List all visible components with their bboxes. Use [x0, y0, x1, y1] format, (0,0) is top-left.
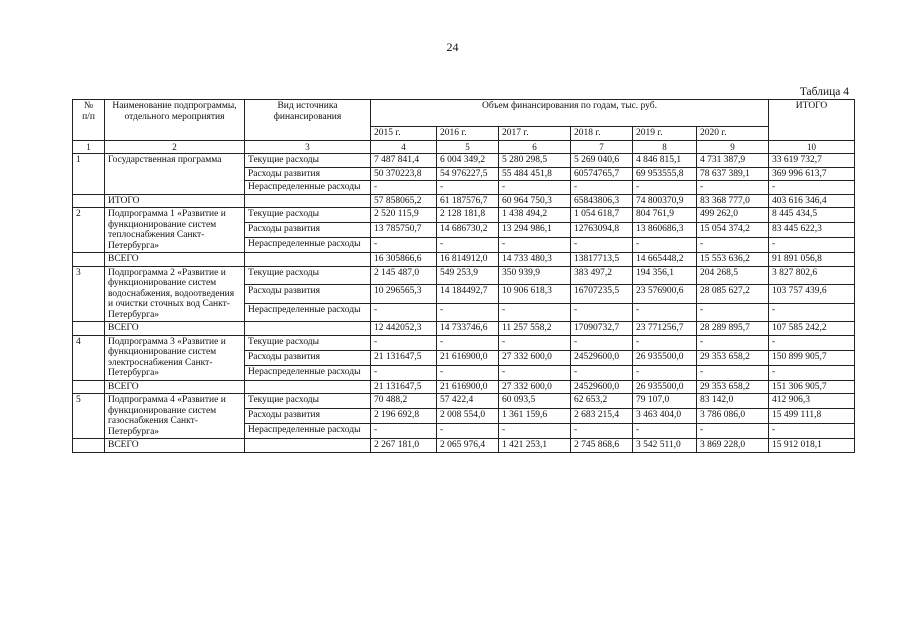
- year-value: -: [499, 238, 571, 253]
- year-value: 549 253,9: [437, 266, 499, 285]
- funding-source: Текущие расходы: [245, 394, 371, 409]
- year-value: 83 142,0: [697, 394, 769, 409]
- row-number: 5: [73, 394, 105, 439]
- year-value: 28 289 895,7: [697, 322, 769, 336]
- row-number: [73, 322, 105, 336]
- year-value: 804 761,9: [633, 208, 697, 223]
- column-number-row: [73, 140, 855, 154]
- column-number: 10: [769, 140, 855, 154]
- year-value: 23 771256,7: [633, 322, 697, 336]
- year-value: 1 421 253,1: [499, 439, 571, 453]
- year-value: 13 785750,7: [371, 223, 437, 238]
- year-value: 2 128 181,8: [437, 208, 499, 223]
- year-value: -: [697, 335, 769, 350]
- row-total-value: -: [769, 335, 855, 350]
- funding-source: Нераспределенные расходы: [245, 424, 371, 439]
- year-value: 2 745 868,6: [571, 439, 633, 453]
- year-value: -: [697, 365, 769, 380]
- row-total-value: 15 912 018,1: [769, 439, 855, 453]
- header-year: 2020 г.: [697, 127, 769, 141]
- header-name: Наименование подпрограммы, отдельного мероприятия: [105, 100, 245, 141]
- funding-source: Расходы развития: [245, 285, 371, 304]
- year-value: 2 145 487,0: [371, 266, 437, 285]
- program-name: Подпрограмма 1 «Развитие и функционирование систем теплоснабжения Санкт-Петербурга»: [105, 208, 245, 253]
- total-label: ВСЕГО: [105, 322, 245, 336]
- year-value: 60574765,7: [571, 167, 633, 181]
- year-value: -: [371, 424, 437, 439]
- funding-source: Текущие расходы: [245, 266, 371, 285]
- funding-source: Нераспределенные расходы: [245, 238, 371, 253]
- year-value: -: [437, 335, 499, 350]
- total-label: ИТОГО: [105, 194, 245, 208]
- year-value: 3 869 228,0: [697, 439, 769, 453]
- header-total: ИТОГО: [769, 100, 855, 141]
- year-value: -: [571, 424, 633, 439]
- year-value: 21 616900,0: [437, 350, 499, 365]
- row-total-value: 369 996 613,7: [769, 167, 855, 181]
- column-number: 6: [499, 140, 571, 154]
- year-value: 16 814912,0: [437, 253, 499, 267]
- year-value: -: [633, 181, 697, 195]
- total-label: ВСЕГО: [105, 439, 245, 453]
- year-value: 79 107,0: [633, 394, 697, 409]
- year-value: -: [633, 238, 697, 253]
- year-value: 2 196 692,8: [371, 409, 437, 424]
- row-total-value: 83 445 622,3: [769, 223, 855, 238]
- column-number: 3: [245, 140, 371, 154]
- year-value: -: [437, 181, 499, 195]
- year-value: 83 368 777,0: [697, 194, 769, 208]
- column-number: 2: [105, 140, 245, 154]
- header-year: 2016 г.: [437, 127, 499, 141]
- year-value: 60 093,5: [499, 394, 571, 409]
- year-value: -: [571, 335, 633, 350]
- year-value: 1 438 494,2: [499, 208, 571, 223]
- year-value: -: [371, 238, 437, 253]
- year-value: 1 054 618,7: [571, 208, 633, 223]
- year-value: 14 733746,6: [437, 322, 499, 336]
- row-number: 2: [73, 208, 105, 253]
- column-number: 5: [437, 140, 499, 154]
- year-value: 62 653,2: [571, 394, 633, 409]
- row-total-value: 91 891 056,8: [769, 253, 855, 267]
- year-value: 1 361 159,6: [499, 409, 571, 424]
- year-value: 26 935500,0: [633, 380, 697, 394]
- year-value: -: [437, 303, 499, 322]
- year-value: 23 576900,6: [633, 285, 697, 304]
- year-value: 21 131647,5: [371, 350, 437, 365]
- column-number: 9: [697, 140, 769, 154]
- row-number: [73, 253, 105, 267]
- table-total-row: [73, 380, 855, 394]
- year-value: 57 422,4: [437, 394, 499, 409]
- year-value: 65843806,3: [571, 194, 633, 208]
- total-label: ВСЕГО: [105, 253, 245, 267]
- year-value: 15 553 636,2: [697, 253, 769, 267]
- header-year: 2018 г.: [571, 127, 633, 141]
- year-value: 57 858065,2: [371, 194, 437, 208]
- program-name: Государственная программа: [105, 154, 245, 195]
- column-number: 1: [73, 140, 105, 154]
- row-total-value: 33 619 732,7: [769, 154, 855, 168]
- year-value: 13817713,5: [571, 253, 633, 267]
- table-row: [73, 335, 855, 350]
- year-value: -: [697, 238, 769, 253]
- year-value: 2 683 215,4: [571, 409, 633, 424]
- year-value: 10 296565,3: [371, 285, 437, 304]
- row-number: [73, 194, 105, 208]
- funding-source: Текущие расходы: [245, 335, 371, 350]
- year-value: 29 353 658,2: [697, 380, 769, 394]
- year-value: 3 786 086,0: [697, 409, 769, 424]
- year-value: 26 935500,0: [633, 350, 697, 365]
- row-total-value: 3 827 802,6: [769, 266, 855, 285]
- funding-source: [245, 253, 371, 267]
- year-value: -: [371, 365, 437, 380]
- year-value: -: [437, 365, 499, 380]
- year-value: -: [697, 181, 769, 195]
- row-number: 1: [73, 154, 105, 195]
- year-value: -: [499, 181, 571, 195]
- year-value: -: [499, 365, 571, 380]
- year-value: 5 269 040,6: [571, 154, 633, 168]
- year-value: 383 497,2: [571, 266, 633, 285]
- year-value: 13 860686,3: [633, 223, 697, 238]
- year-value: 4 731 387,9: [697, 154, 769, 168]
- header-volume: Объем финансирования по годам, тыс. руб.: [371, 100, 769, 127]
- row-total-value: 412 906,3: [769, 394, 855, 409]
- year-value: 14 733 480,3: [499, 253, 571, 267]
- year-value: 3 463 404,0: [633, 409, 697, 424]
- funding-source: Расходы развития: [245, 223, 371, 238]
- year-value: 4 846 815,1: [633, 154, 697, 168]
- row-number: [73, 380, 105, 394]
- year-value: -: [697, 303, 769, 322]
- funding-source: Текущие расходы: [245, 208, 371, 223]
- funding-source: Расходы развития: [245, 350, 371, 365]
- year-value: -: [437, 424, 499, 439]
- year-value: -: [571, 365, 633, 380]
- year-value: 28 085 627,2: [697, 285, 769, 304]
- year-value: 5 280 298,5: [499, 154, 571, 168]
- year-value: 6 004 349,2: [437, 154, 499, 168]
- row-number: [73, 439, 105, 453]
- year-value: -: [371, 181, 437, 195]
- year-value: -: [499, 335, 571, 350]
- year-value: 74 800370,9: [633, 194, 697, 208]
- year-value: 204 268,5: [697, 266, 769, 285]
- year-value: 24529600,0: [571, 380, 633, 394]
- year-value: 16 305866,6: [371, 253, 437, 267]
- funding-source: Расходы развития: [245, 409, 371, 424]
- row-total-value: 403 616 346,4: [769, 194, 855, 208]
- year-value: 27 332 600,0: [499, 380, 571, 394]
- year-value: 61 187576,7: [437, 194, 499, 208]
- year-value: 55 484 451,8: [499, 167, 571, 181]
- row-total-value: 107 585 242,2: [769, 322, 855, 336]
- year-value: -: [697, 424, 769, 439]
- table-body: [73, 154, 855, 453]
- row-total-value: -: [769, 238, 855, 253]
- row-total-value: 8 445 434,5: [769, 208, 855, 223]
- table-row: [73, 266, 855, 285]
- year-value: -: [371, 303, 437, 322]
- year-value: 14 686730,2: [437, 223, 499, 238]
- funding-source: Нераспределенные расходы: [245, 365, 371, 380]
- column-number: 4: [371, 140, 437, 154]
- financing-table: [72, 99, 855, 453]
- row-total-value: -: [769, 181, 855, 195]
- year-value: 14 665448,2: [633, 253, 697, 267]
- year-value: -: [633, 365, 697, 380]
- table-row: [73, 154, 855, 168]
- year-value: 16707235,5: [571, 285, 633, 304]
- funding-source: Нераспределенные расходы: [245, 303, 371, 322]
- year-value: 350 939,9: [499, 266, 571, 285]
- year-value: -: [571, 181, 633, 195]
- header-no: № п/п: [73, 100, 105, 141]
- header-year: 2017 г.: [499, 127, 571, 141]
- year-value: 60 964 750,3: [499, 194, 571, 208]
- program-name: Подпрограмма 2 «Развитие и функционирование систем водоснабжения, водоотведения и очистки сточных вод Санкт-Петербурга»: [105, 266, 245, 322]
- year-value: 21 616900,0: [437, 380, 499, 394]
- year-value: 14 184492,7: [437, 285, 499, 304]
- year-value: 194 356,1: [633, 266, 697, 285]
- table-total-row: [73, 439, 855, 453]
- row-total-value: 151 306 905,7: [769, 380, 855, 394]
- year-value: 7 487 841,4: [371, 154, 437, 168]
- header-year: 2015 г.: [371, 127, 437, 141]
- year-value: -: [499, 303, 571, 322]
- year-value: -: [633, 424, 697, 439]
- total-label: ВСЕГО: [105, 380, 245, 394]
- year-value: 10 906 618,3: [499, 285, 571, 304]
- year-value: 24529600,0: [571, 350, 633, 365]
- year-value: 15 054 374,2: [697, 223, 769, 238]
- table-total-row: [73, 322, 855, 336]
- year-value: 70 488,2: [371, 394, 437, 409]
- year-value: 2 520 115,9: [371, 208, 437, 223]
- year-value: 29 353 658,2: [697, 350, 769, 365]
- year-value: 17090732,7: [571, 322, 633, 336]
- funding-source: Расходы развития: [245, 167, 371, 181]
- funding-source: [245, 322, 371, 336]
- year-value: -: [633, 335, 697, 350]
- table-total-row: [73, 194, 855, 208]
- year-value: -: [571, 238, 633, 253]
- row-total-value: 15 499 111,8: [769, 409, 855, 424]
- funding-source: [245, 380, 371, 394]
- year-value: -: [571, 303, 633, 322]
- year-value: 12763094,8: [571, 223, 633, 238]
- year-value: -: [633, 303, 697, 322]
- header-year: 2019 г.: [633, 127, 697, 141]
- header-source: Вид источника финансирования: [245, 100, 371, 141]
- year-value: 50 370223,8: [371, 167, 437, 181]
- year-value: 13 294 986,1: [499, 223, 571, 238]
- row-total-value: -: [769, 424, 855, 439]
- funding-source: Нераспределенные расходы: [245, 181, 371, 195]
- page-number: 24: [446, 40, 459, 54]
- year-value: 499 262,0: [697, 208, 769, 223]
- column-number: 8: [633, 140, 697, 154]
- table-row: [73, 394, 855, 409]
- year-value: 2 267 181,0: [371, 439, 437, 453]
- year-value: -: [499, 424, 571, 439]
- table-row: [73, 208, 855, 223]
- table-title: Таблица 4: [799, 86, 849, 98]
- year-value: -: [437, 238, 499, 253]
- row-total-value: 150 899 905,7: [769, 350, 855, 365]
- year-value: 78 637 389,1: [697, 167, 769, 181]
- year-value: 21 131647,5: [371, 380, 437, 394]
- row-number: 4: [73, 335, 105, 380]
- row-total-value: 103 757 439,6: [769, 285, 855, 304]
- program-name: Подпрограмма 4 «Развитие и функционирование систем газоснабжения Санкт-Петербурга»: [105, 394, 245, 439]
- funding-source: Текущие расходы: [245, 154, 371, 168]
- year-value: 3 542 511,0: [633, 439, 697, 453]
- row-total-value: -: [769, 303, 855, 322]
- year-value: 54 976227,5: [437, 167, 499, 181]
- year-value: 11 257 558,2: [499, 322, 571, 336]
- year-value: -: [371, 335, 437, 350]
- table-total-row: [73, 253, 855, 267]
- year-value: 69 953555,8: [633, 167, 697, 181]
- year-value: 12 442052,3: [371, 322, 437, 336]
- funding-source: [245, 439, 371, 453]
- program-name: Подпрограмма 3 «Развитие и функционирование систем электроснабжения Санкт-Петербурга»: [105, 335, 245, 380]
- year-value: 2 065 976,4: [437, 439, 499, 453]
- year-value: 2 008 554,0: [437, 409, 499, 424]
- funding-source: [245, 194, 371, 208]
- row-number: 3: [73, 266, 105, 322]
- year-value: 27 332 600,0: [499, 350, 571, 365]
- column-number: 7: [571, 140, 633, 154]
- row-total-value: -: [769, 365, 855, 380]
